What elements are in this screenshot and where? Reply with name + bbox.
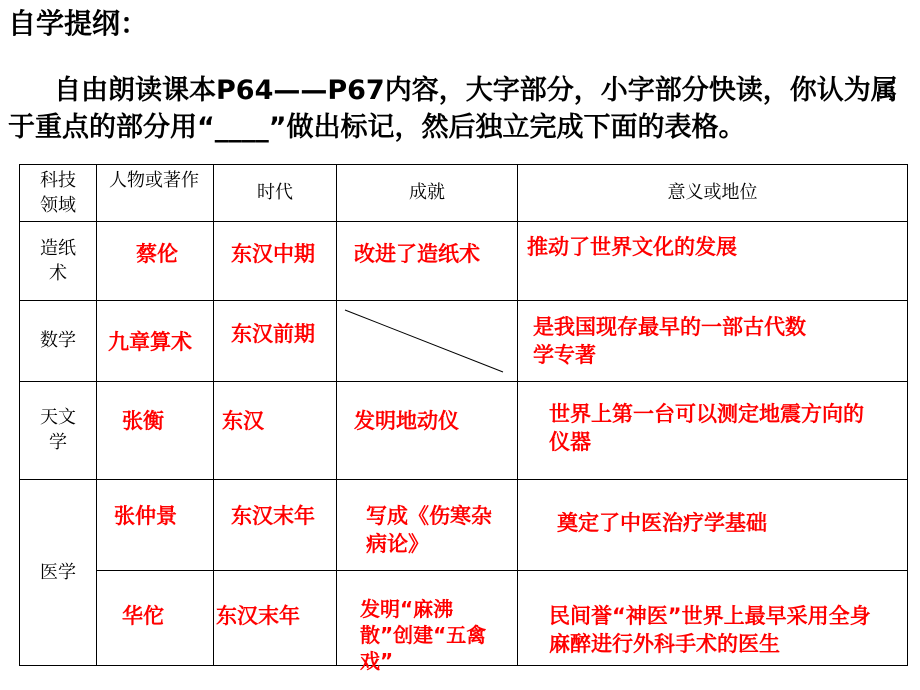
row1-era: 东汉中期 (231, 242, 315, 266)
field-math: 数学 (40, 330, 76, 351)
row4-significance: 奠定了中医治疗学基础 (557, 511, 767, 535)
row1-person: 蔡伦 (136, 242, 178, 266)
row1-achievement: 改进了造纸术 (354, 242, 480, 266)
header-person: 人物或著作 (109, 170, 199, 191)
empty-cell-diagonal (345, 310, 503, 372)
row5-achievement: 发明“麻沸散”创建“五禽戏” (360, 597, 487, 673)
header-achievement: 成就 (409, 182, 445, 203)
field-medicine: 医学 (40, 562, 76, 583)
row5-person: 华佗 (122, 604, 164, 628)
row3-era: 东汉 (222, 409, 264, 433)
row2-significance: 是我国现存最早的一部古代数学专著 (533, 315, 806, 367)
row5-significance: 民间誉“神医”世界上最早采用全身麻醉进行外科手术的医生 (549, 604, 871, 656)
page-title: 自学提纲： (8, 7, 149, 40)
header-era: 时代 (257, 182, 293, 203)
field-astronomy: 天文学 (40, 407, 76, 453)
header-significance: 意义或地位 (667, 182, 758, 203)
row4-achievement: 写成《伤寒杂病论》 (366, 504, 492, 556)
row3-achievement: 发明地动仪 (354, 409, 459, 433)
row3-significance: 世界上第一台可以测定地震方向的仪器 (549, 402, 864, 454)
row2-person: 九章算术 (108, 330, 192, 354)
row1-significance: 推动了世界文化的发展 (527, 235, 737, 259)
header-field: 科技领域 (40, 170, 76, 216)
row4-person: 张仲景 (114, 504, 177, 528)
row2-era: 东汉前期 (231, 322, 315, 346)
intro-paragraph: 自由朗读课本P64——P67内容，大字部分，小字部分快读，你认为属于重点的部分用“____”做出标记，然后独立完成下面的表格。 (8, 75, 898, 143)
row3-person: 张衡 (122, 409, 164, 433)
row4-era: 东汉末年 (231, 504, 315, 528)
row5-era: 东汉末年 (216, 604, 300, 628)
field-papermaking: 造纸术 (40, 238, 76, 284)
